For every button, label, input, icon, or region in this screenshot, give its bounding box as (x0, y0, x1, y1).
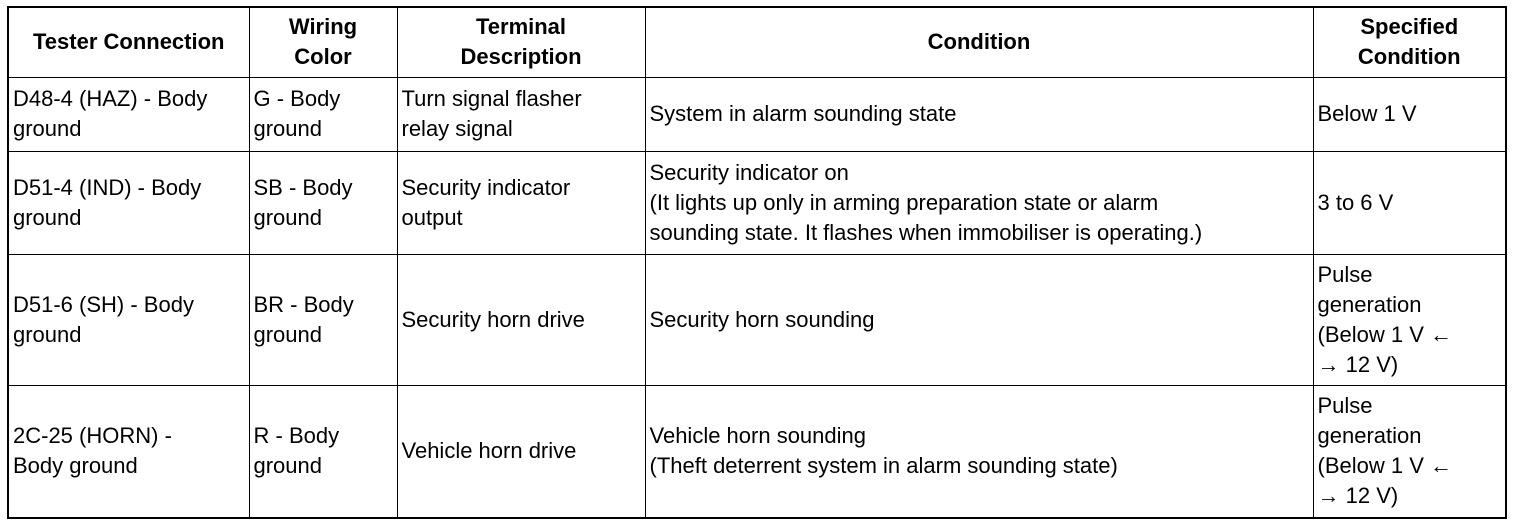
cell-terminal-description: Security indicator output (397, 151, 645, 254)
cell-wiring-color: R - Body ground (249, 385, 397, 518)
header-tester-connection: Tester Connection (8, 7, 249, 77)
cell-condition: Vehicle horn sounding (Theft deterrent system in alarm sounding state) (645, 385, 1313, 518)
table-row (8, 254, 1506, 385)
cell-specified-condition: 3 to 6 V (1313, 151, 1506, 254)
cell-tester-connection: D51-6 (SH) - Body ground (8, 254, 249, 385)
cell-specified-condition: Pulse generation (Below 1 V ← → 12 V) (1313, 254, 1506, 385)
cell-specified-condition: Below 1 V (1313, 77, 1506, 151)
cell-tester-connection: D48-4 (HAZ) - Body ground (8, 77, 249, 151)
cell-condition: Security indicator on (It lights up only in arming preparation state or alarm sounding state. It flashes when immobiliser is operating.) (645, 151, 1313, 254)
specification-table (7, 6, 1507, 519)
header-specified-condition: Specified Condition (1313, 7, 1506, 77)
header-terminal-description: Terminal Description (397, 7, 645, 77)
table-row (8, 385, 1506, 518)
cell-specified-condition: Pulse generation (Below 1 V ← → 12 V) (1313, 385, 1506, 518)
table-row (8, 151, 1506, 254)
header-condition: Condition (645, 7, 1313, 77)
cell-wiring-color: G - Body ground (249, 77, 397, 151)
cell-wiring-color: SB - Body ground (249, 151, 397, 254)
cell-tester-connection: 2C-25 (HORN) - Body ground (8, 385, 249, 518)
cell-wiring-color: BR - Body ground (249, 254, 397, 385)
cell-condition: Security horn sounding (645, 254, 1313, 385)
header-wiring-color: Wiring Color (249, 7, 397, 77)
cell-terminal-description: Security horn drive (397, 254, 645, 385)
cell-terminal-description: Turn signal flasher relay signal (397, 77, 645, 151)
cell-terminal-description: Vehicle horn drive (397, 385, 645, 518)
table-row (8, 77, 1506, 151)
header-row (8, 7, 1506, 77)
cell-condition: System in alarm sounding state (645, 77, 1313, 151)
cell-tester-connection: D51-4 (IND) - Body ground (8, 151, 249, 254)
